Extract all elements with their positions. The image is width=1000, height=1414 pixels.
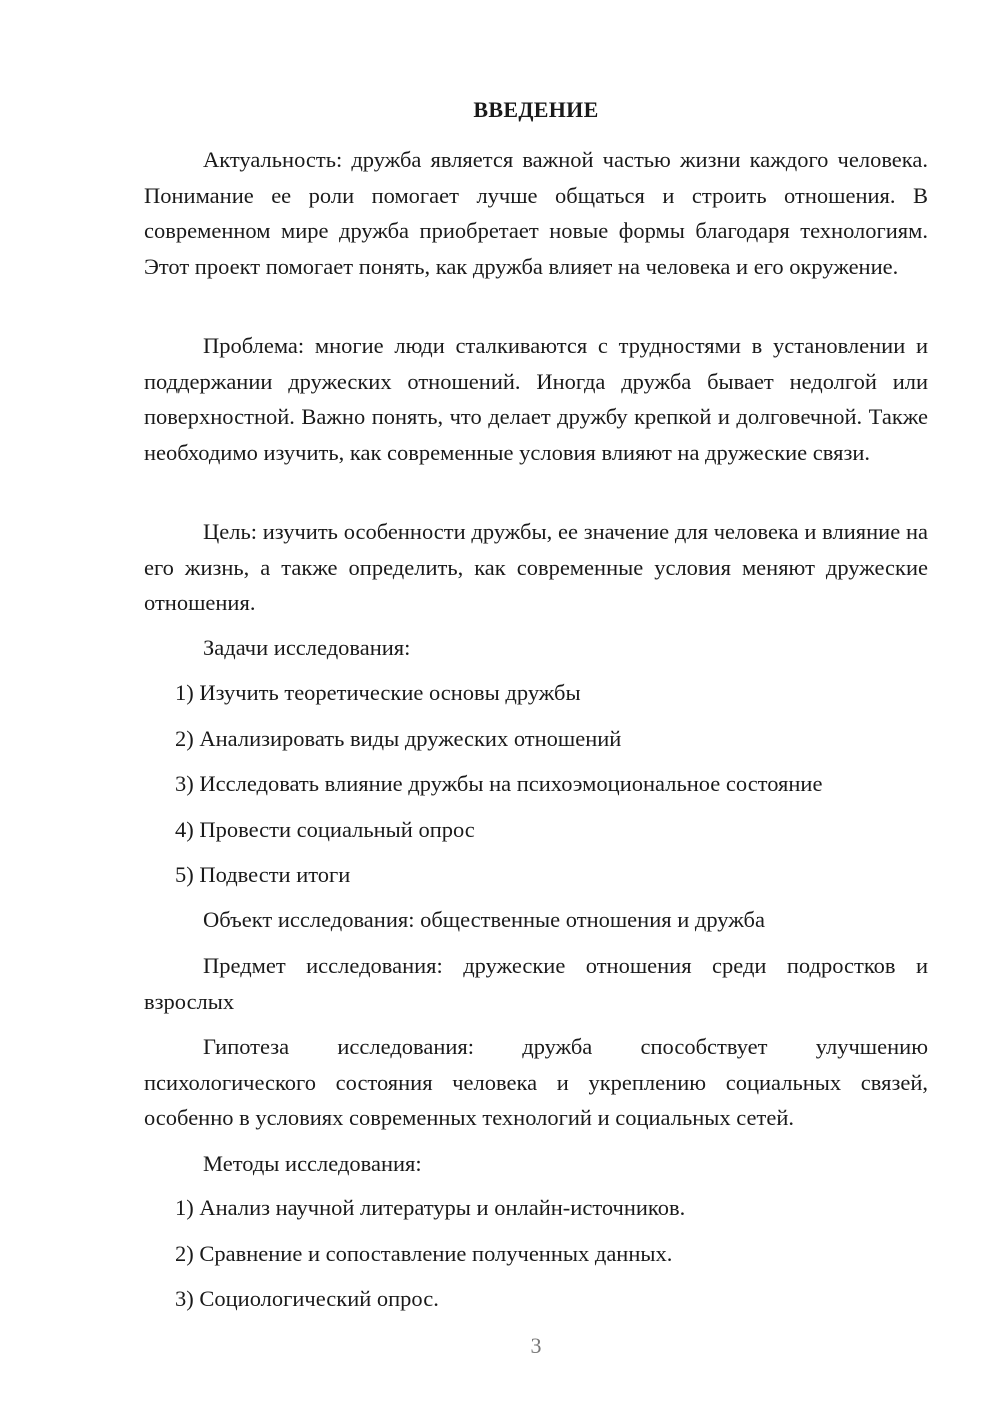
task-item: 2) Анализировать виды дружеских отношений: [175, 726, 622, 751]
tasks-heading: Задачи исследования:: [203, 635, 411, 660]
method-item: 1) Анализ научной литературы и онлайн-источников.: [175, 1195, 686, 1220]
task-item: 1) Изучить теоретические основы дружбы: [175, 680, 581, 705]
object-line: Объект исследования: общественные отношения и дружба: [203, 907, 765, 932]
method-item: 3) Социологический опрос.: [175, 1286, 439, 1311]
relevance-paragraph: Актуальность: дружба является важной частью жизни каждого человека. Понимание ее роли помогает лучше общаться и строить отношения. В современном мире дружба приобретает новые формы благодаря технологиям. Этот проект помогает понять, как дружба влияет на человека и его окружение.: [144, 147, 928, 279]
page-number: 3: [530, 1333, 542, 1358]
problem-paragraph: Проблема: многие люди сталкиваются с трудностями в установлении и поддержании дружеских отношений. Иногда дружба бывает недолгой или поверхностной. Важно понять, что делает дружбу крепкой и долговечной. Также необходимо изучить, как современные условия влияют на дружеские связи.: [144, 333, 928, 465]
method-item: 2) Сравнение и сопоставление полученных данных.: [175, 1241, 673, 1266]
task-item: 3) Исследовать влияние дружбы на психоэмоциональное состояние: [175, 771, 823, 796]
task-item: 5) Подвести итоги: [175, 862, 351, 887]
methods-heading: Методы исследования:: [203, 1151, 422, 1176]
goal-paragraph: Цель: изучить особенности дружбы, ее значение для человека и влияние на его жизнь, а также определить, как современные условия меняют дружеские отношения.: [144, 519, 928, 615]
page-title: ВВЕДЕНИЕ: [473, 97, 599, 122]
subject-paragraph: Предмет исследования: дружеские отношения среди подростков и взрослых: [144, 953, 928, 1014]
task-item: 4) Провести социальный опрос: [175, 817, 475, 842]
hypothesis-paragraph: Гипотеза исследования: дружба способствует улучшению психологического состояния человека и укреплению социальных связей, особенно в условиях современных технологий и социальных сетей.: [144, 1034, 928, 1130]
